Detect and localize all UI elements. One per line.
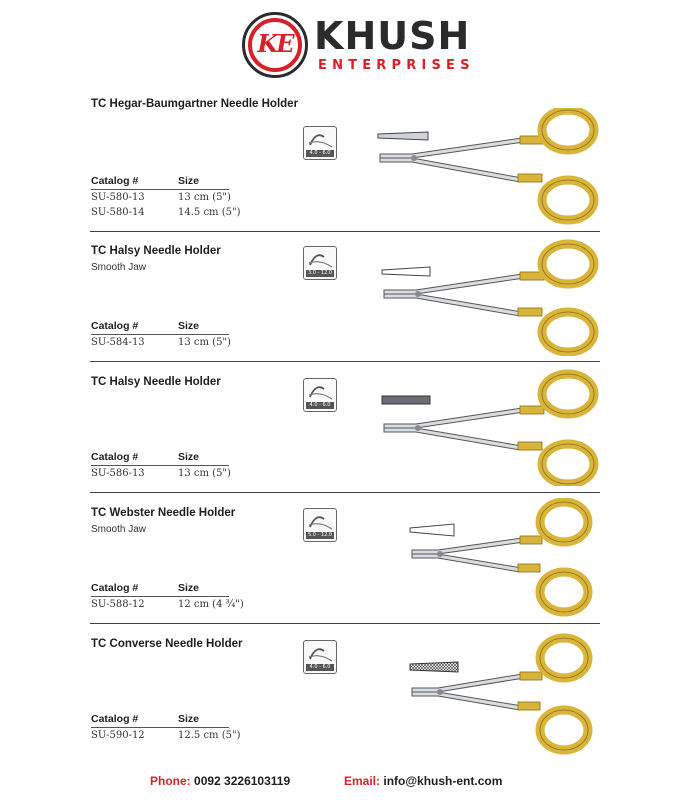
size-header: Size	[178, 582, 200, 594]
table-row	[91, 337, 231, 348]
table-header	[91, 713, 200, 725]
needle-holder-illustration	[376, 368, 612, 486]
size-header: Size	[178, 713, 200, 725]
catalog-number: SU-580-13	[91, 192, 145, 203]
size-range-label: 5.0 - 12.0	[307, 532, 333, 538]
size-header: Size	[178, 320, 200, 332]
instrument-size: 14.5 cm (5")	[178, 207, 241, 218]
needle-size-icon	[303, 640, 337, 674]
table-header	[91, 582, 200, 594]
table-header	[91, 320, 200, 332]
table-header	[91, 451, 200, 463]
phone-label: Phone:	[150, 774, 191, 788]
product-subtitle: Smooth Jaw	[91, 524, 147, 535]
section-divider	[90, 623, 600, 624]
table-row	[91, 207, 241, 218]
section-divider	[90, 361, 600, 362]
catalog-number: SU-588-12	[91, 599, 145, 610]
table-rule	[91, 465, 229, 466]
needle-holder-illustration	[372, 108, 612, 228]
size-range-label: 3.0 - 12.0	[307, 270, 333, 276]
product-title: TC Converse Needle Holder	[91, 638, 243, 650]
contact-footer	[0, 774, 689, 794]
catalog-header: Catalog #	[91, 582, 139, 594]
section-divider	[90, 231, 600, 232]
table-row	[91, 730, 241, 741]
product-title: TC Hegar-Baumgartner Needle Holder	[91, 98, 299, 110]
logo-monogram: KE	[257, 29, 293, 58]
email-contact	[344, 774, 502, 788]
catalog-header: Catalog #	[91, 175, 139, 187]
product-subtitle: Smooth Jaw	[91, 262, 147, 273]
size-header: Size	[178, 451, 200, 463]
table-rule	[91, 727, 229, 728]
brand-subtitle: ENTERPRISES	[318, 58, 475, 73]
product-title: TC Halsy Needle Holder	[91, 376, 221, 388]
phone-number[interactable]: 0092 3226103119	[194, 774, 291, 788]
instrument-size: 12 cm (4 ¾")	[178, 599, 244, 610]
size-range-label: 4.0 - 6.0	[306, 150, 334, 157]
product-title: TC Halsy Needle Holder	[91, 245, 221, 257]
email-label: Email:	[344, 774, 381, 788]
table-row	[91, 468, 231, 479]
instrument-size: 13 cm (5")	[178, 468, 231, 479]
product-title: TC Webster Needle Holder	[91, 507, 236, 519]
phone-contact	[150, 774, 290, 788]
catalog-number: SU-586-13	[91, 468, 145, 479]
instrument-size: 13 cm (5")	[178, 192, 231, 203]
catalog-number: SU-590-12	[91, 730, 145, 741]
needle-size-icon	[303, 378, 337, 412]
needle-size-icon	[303, 126, 337, 160]
logo-mark	[242, 12, 308, 78]
brand-name: KHUSH	[314, 14, 471, 58]
catalog-header: Catalog #	[91, 713, 139, 725]
instrument-size: 12.5 cm (5")	[178, 730, 241, 741]
needle-holder-illustration	[404, 632, 604, 756]
size-header: Size	[178, 175, 200, 187]
catalog-header: Catalog #	[91, 320, 139, 332]
catalog-number: SU-580-14	[91, 207, 145, 218]
needle-size-icon	[303, 508, 337, 542]
table-row	[91, 192, 231, 203]
size-range-label: 4.0 - 6.0	[306, 664, 334, 671]
table-row	[91, 599, 244, 610]
catalog-number: SU-584-13	[91, 337, 145, 348]
table-header	[91, 175, 200, 187]
instrument-size: 13 cm (5")	[178, 337, 231, 348]
header	[0, 0, 689, 95]
needle-holder-illustration	[404, 498, 604, 618]
email-address[interactable]: info@khush-ent.com	[383, 774, 503, 788]
catalog-header: Catalog #	[91, 451, 139, 463]
table-rule	[91, 596, 229, 597]
table-rule	[91, 334, 229, 335]
needle-holder-illustration	[376, 238, 612, 356]
table-rule	[91, 189, 229, 190]
section-divider	[90, 492, 600, 493]
needle-size-icon	[303, 246, 337, 280]
size-range-label: 4.0 - 6.0	[306, 402, 334, 409]
